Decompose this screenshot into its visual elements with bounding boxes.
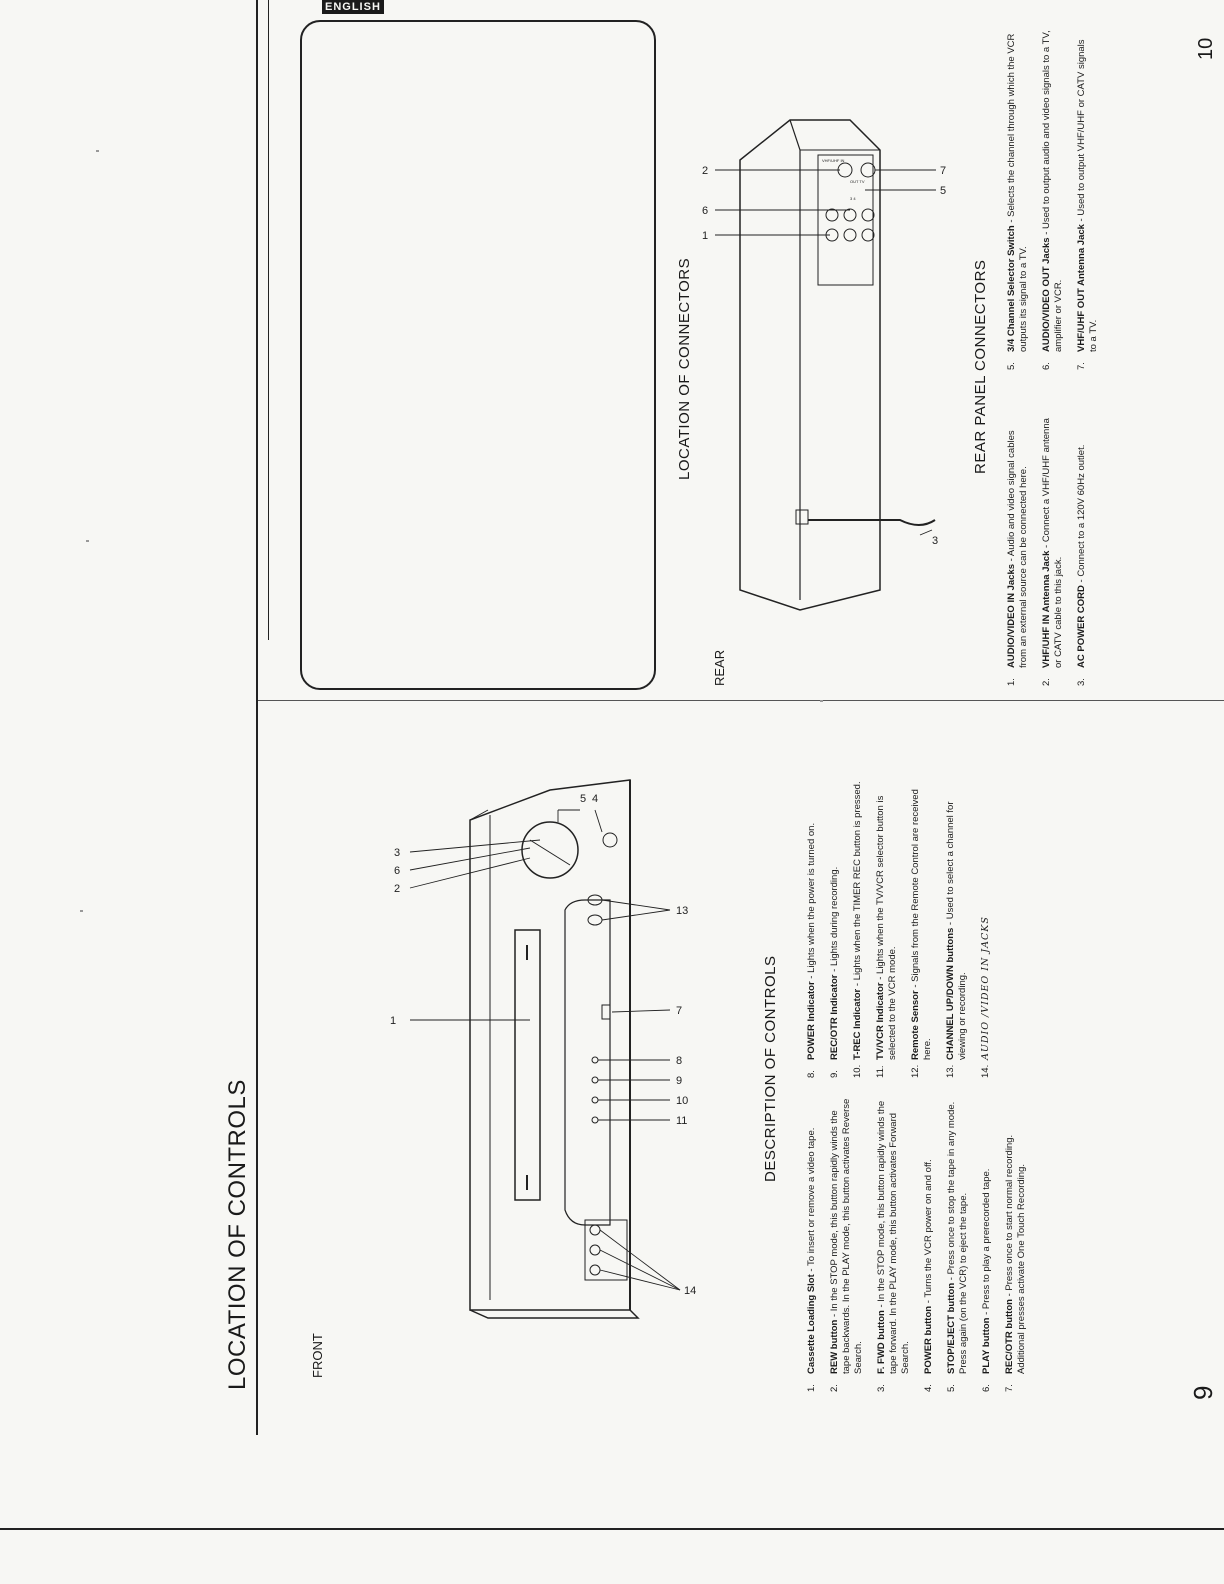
control-item-14-handwritten: 14. AUDIO /VIDEO IN JACKS (980, 916, 991, 1078)
connectors-column-2 (1006, 30, 1111, 370)
out-tv-label: OUT TV (850, 179, 865, 184)
rear-callout-5: 5 (940, 185, 947, 197)
notes-box (300, 20, 656, 690)
remote-sensor (602, 1005, 610, 1019)
cassette-slot (515, 930, 540, 1200)
bottom-rule (0, 1528, 1224, 1530)
control-item-12: 12. Remote Sensor - Signals from the Remote Control are received here. (910, 789, 933, 1078)
control-item-1: 1. Cassette Loading Slot - To insert or remove a video tape. (806, 1127, 817, 1392)
front-label: FRONT (310, 1333, 325, 1378)
callout-6: 6 (394, 865, 401, 877)
callout-1: 1 (390, 1015, 397, 1027)
connector-item-7: 7. VHF/UHF OUT Antenna Jack - Used to output VHF/UHF or CATV signals to a TV. (1076, 39, 1099, 370)
language-badge: ENGLISH (322, 0, 384, 14)
center-divider (258, 700, 1224, 701)
callout-14: 14 (684, 1285, 697, 1297)
vcr-body-outline (470, 780, 630, 1310)
controls-column-1 (806, 1092, 1039, 1392)
control-item-9: 9. REC/OTR Indicator - Lights during recording. (829, 866, 840, 1078)
callout-8: 8 (676, 1055, 683, 1067)
control-item-3: 3. F. FWD button - In the STOP mode, this button rapidly winds the tape forward. In the PLAY mode, this button activates Forward Search. (876, 1100, 911, 1392)
vhf-uhf-in-label: VHF/UHF IN (822, 158, 845, 163)
control-item-5: 5. STOP/EJECT button - Press once to stop the tape in any mode. Press again (on the VCR) to eject the tape. (946, 1101, 969, 1392)
channel-34-label: 3 4 (850, 196, 856, 201)
connector-item-2: 2. VHF/UHF IN Antenna Jack - Connect a VHF/UHF antenna or CATV cable to this jack. (1041, 418, 1064, 686)
callout-10: 10 (676, 1095, 689, 1107)
control-item-7: 7. REC/OTR button - Press once to start normal recording. Additional presses activate One Touch Recording. (1004, 1134, 1027, 1392)
rear-panel-heading: REAR PANEL CONNECTORS (972, 259, 989, 474)
power-button-drawing (603, 833, 617, 847)
scan-speck (86, 540, 89, 542)
connector-item-1: 1. AUDIO/VIDEO IN Jacks - Audio and video signal cables from an external source can be connected here. (1006, 430, 1029, 686)
left-margin-rule (256, 0, 258, 1435)
rear-callout-7: 7 (940, 165, 947, 177)
control-item-4: 4. POWER button - Turns the VCR power on and off. (923, 1159, 934, 1392)
connectors-column-1 (1006, 416, 1099, 686)
callout-5: 5 (580, 793, 587, 805)
scan-speck (96, 150, 99, 152)
control-item-8: 8. POWER Indicator - Lights when the power is turned on. (806, 822, 817, 1078)
callout-3: 3 (394, 847, 401, 859)
rear-callout-1: 1 (702, 230, 709, 242)
callout-2: 2 (394, 883, 401, 895)
page-number: 9 (1188, 1385, 1218, 1400)
page-title: LOCATION OF CONTROLS (224, 1079, 251, 1390)
control-item-11: 11. TV/VCR Indicator - Lights when the TV/VCR selector button is selected to the VCR mode. (875, 795, 898, 1078)
control-item-10: 10. T-REC Indicator - Lights when the TIMER REC button is pressed. (852, 781, 863, 1078)
control-item-2: 2. REW button - In the STOP mode, this button rapidly winds the tape backwards. In the PLAY mode, this button activates Reverse Search. (829, 1098, 864, 1392)
callout-13: 13 (676, 905, 689, 917)
rear-callout-3: 3 (932, 535, 939, 547)
rear-callout-2: 2 (702, 165, 709, 177)
rear-callout-6: 6 (702, 205, 709, 217)
control-item-6: 6. PLAY button - Press to play a prerecorded tape. (981, 1168, 992, 1392)
next-page-number: 10 (1195, 37, 1217, 60)
controls-column-2 (806, 778, 1003, 1078)
callout-7: 7 (676, 1005, 683, 1017)
scan-speck (820, 700, 823, 702)
connector-item-6: 6. AUDIO/VIDEO OUT Jacks - Used to output audio and video signals to a TV, amplifier or VCR. (1041, 30, 1064, 370)
scan-speck (80, 910, 83, 912)
description-heading: DESCRIPTION OF CONTROLS (762, 955, 779, 1182)
connector-item-5: 5. 3/4 Channel Selector Switch - Selects the channel through which the VCR outputs its signal to a TV. (1006, 33, 1029, 370)
callout-4: 4 (592, 793, 599, 805)
front-vcr-diagram (380, 770, 740, 1330)
callout-11: 11 (676, 1115, 688, 1127)
rear-vcr-diagram (700, 100, 960, 620)
connectors-title: LOCATION OF CONNECTORS (676, 257, 693, 480)
callout-9: 9 (676, 1075, 683, 1087)
control-item-13: 13. CHANNEL UP/DOWN buttons - Used to select a channel for viewing or recording. (945, 801, 968, 1078)
function-dial (522, 822, 578, 878)
connector-item-3: 3. AC POWER CORD - Connect to a 120V 60Hz outlet. (1076, 444, 1087, 686)
rear-label: REAR (712, 649, 727, 686)
center-fold-rule (268, 0, 269, 640)
rear-body-outline (740, 120, 880, 610)
